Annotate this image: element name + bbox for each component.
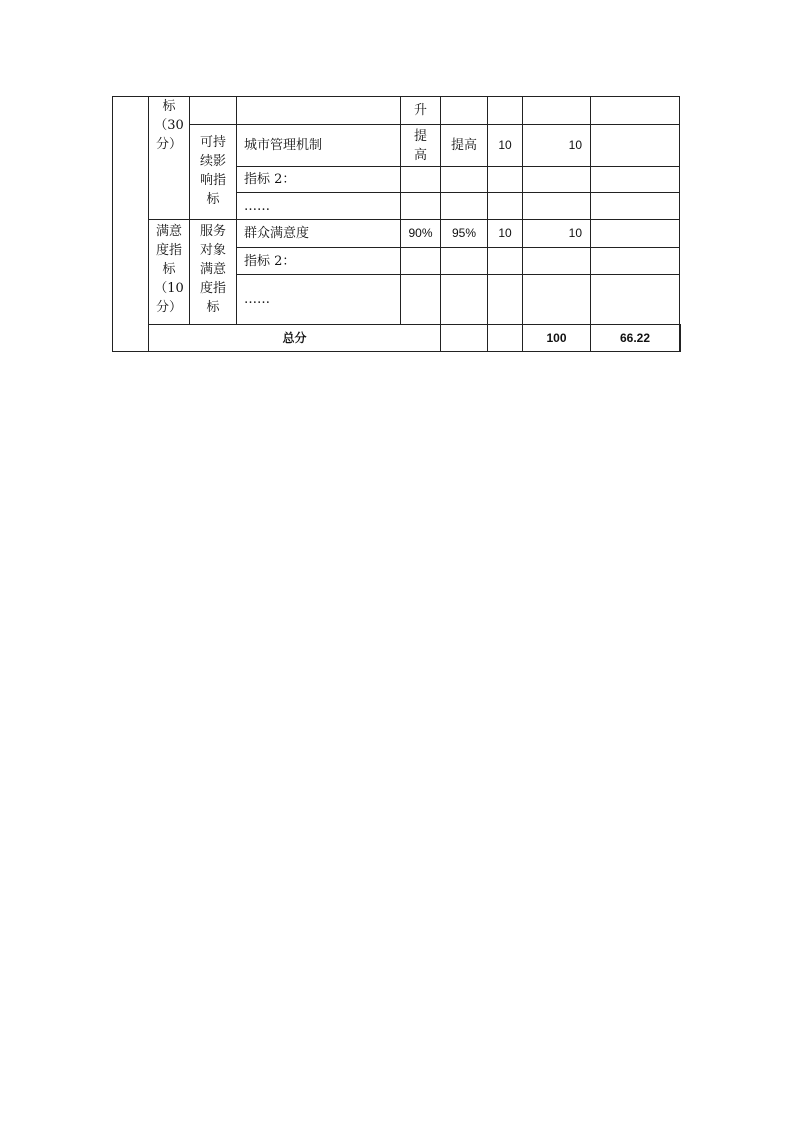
- level3-service-label: 服务 对象 满意 度指 标: [190, 220, 237, 325]
- level3-cell: [190, 97, 237, 125]
- score-value: 10: [523, 125, 591, 167]
- indicator-name: ……: [237, 275, 401, 325]
- score-value: 10: [523, 220, 591, 248]
- weight-value: 10: [488, 220, 523, 248]
- level3-sustainable-label: 可持 续影 响指 标: [190, 125, 237, 220]
- indicator-cell: [237, 97, 401, 125]
- total-weight: 100: [523, 325, 591, 352]
- table-row: [113, 125, 681, 167]
- note-cell: [591, 220, 680, 248]
- level1-cell: [113, 97, 149, 352]
- indicator-name: ……: [237, 193, 401, 220]
- indicator-name: 城市管理机制: [237, 125, 401, 167]
- weight-value: 10: [488, 125, 523, 167]
- annual-target-value: 提 高: [401, 125, 441, 167]
- actual-value: 95%: [441, 220, 488, 248]
- note-cell: [680, 325, 681, 352]
- indicator-name: 指标 2：: [237, 167, 401, 193]
- total-row: [113, 325, 681, 352]
- table-row: [113, 220, 681, 248]
- table-row: [113, 97, 681, 125]
- total-label: 总分: [149, 325, 441, 352]
- level2-output-label: 标 （30 分）: [149, 97, 190, 220]
- level2-satisfaction-label: 满意 度指 标 （10 分）: [149, 220, 190, 325]
- actual-value: 提高: [441, 125, 488, 167]
- actual-value-cell: [441, 97, 488, 125]
- note-cell: [591, 125, 680, 167]
- indicator-name: 群众满意度: [237, 220, 401, 248]
- note-cell: [591, 97, 680, 125]
- indicator-name: 指标 2：: [237, 248, 401, 275]
- performance-table: [112, 96, 681, 352]
- total-score: 66.22: [591, 325, 680, 352]
- performance-table-wrapper: [112, 96, 681, 352]
- score-cell: [523, 97, 591, 125]
- annual-target-cell: 升: [401, 97, 441, 125]
- weight-cell: [488, 97, 523, 125]
- annual-target-value: 90%: [401, 220, 441, 248]
